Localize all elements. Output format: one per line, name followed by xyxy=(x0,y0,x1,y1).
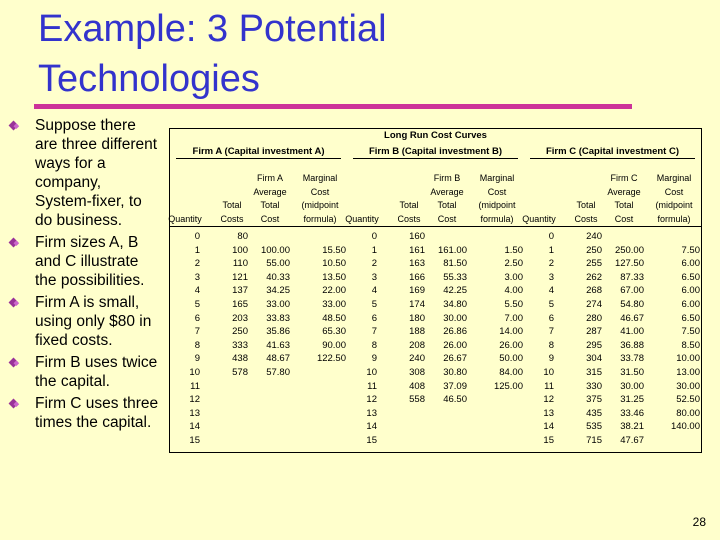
table-cell: 15 xyxy=(366,435,377,446)
table-cell: 6.00 xyxy=(681,299,700,310)
table-cell: 26.00 xyxy=(499,339,523,351)
table-cell: 42.25 xyxy=(443,285,467,297)
table-cell: 166 xyxy=(409,271,425,283)
table-cell: 315 xyxy=(586,367,602,378)
diamond-bullet-icon xyxy=(9,298,19,308)
column-header: Firm B Average Total Cost xyxy=(430,173,464,224)
table-cell: 10 xyxy=(543,367,554,378)
firm-underline xyxy=(353,158,518,159)
table-cell: 13 xyxy=(366,407,377,419)
table-cell: 26.00 xyxy=(443,339,467,351)
firm-header: Firm B (Capital investment B) xyxy=(368,146,503,157)
table-cell: 13.50 xyxy=(322,271,346,283)
table-cell: 47.67 xyxy=(620,435,644,446)
table-cell: 6.50 xyxy=(681,271,700,283)
table-cell: 174 xyxy=(409,299,425,310)
table-cell: 11 xyxy=(367,380,377,392)
table-cell: 122.50 xyxy=(316,353,346,365)
table-cell: 295 xyxy=(586,339,602,351)
table-cell: 375 xyxy=(586,394,602,406)
title-line-1: Example: 3 Potential xyxy=(38,8,387,50)
table-cell: 11 xyxy=(190,380,200,392)
slide-number: 28 xyxy=(692,515,706,529)
table-cell: 8 xyxy=(371,339,377,351)
table-cell: 35.86 xyxy=(266,326,290,338)
table-cell: 13 xyxy=(189,407,200,419)
table-cell: 81.50 xyxy=(443,258,467,270)
table-cell: 6 xyxy=(194,312,200,324)
table-title: Long Run Cost Curves xyxy=(384,130,487,141)
table-cell: 3 xyxy=(194,271,200,283)
table-cell: 15 xyxy=(189,435,200,446)
table-cell: 163 xyxy=(409,258,425,270)
table-cell: 7.00 xyxy=(504,312,523,324)
table-cell: 33.83 xyxy=(266,312,290,324)
bullet-text: Firm A is small, using only $80 in fixed costs. xyxy=(35,294,152,349)
table-cell: 30.00 xyxy=(620,380,644,392)
table-cell: 6 xyxy=(371,312,377,324)
table-cell: 41.00 xyxy=(620,326,644,338)
table-cell: 10 xyxy=(189,367,200,378)
table-cell: 203 xyxy=(232,312,248,324)
table-cell: 7.50 xyxy=(681,244,700,256)
table-cell: 40.33 xyxy=(266,271,290,283)
diamond-bullet-icon xyxy=(9,399,19,409)
table-cell: 137 xyxy=(232,285,248,297)
table-cell: 274 xyxy=(586,299,602,310)
table-cell: 12 xyxy=(366,394,377,406)
table-cell: 30.00 xyxy=(676,380,700,392)
table-cell: 2 xyxy=(548,258,554,270)
table-cell: 2 xyxy=(371,258,377,270)
table-cell: 31.25 xyxy=(620,394,644,406)
table-cell: 140.00 xyxy=(670,421,700,433)
column-header: Total Costs xyxy=(220,200,244,224)
table-cell: 84.00 xyxy=(499,367,523,378)
table-cell: 22.00 xyxy=(322,285,346,297)
column-header: Quantity xyxy=(345,213,379,224)
table-cell: 80.00 xyxy=(676,407,700,419)
bullet-text: Firm B uses twice the capital. xyxy=(35,354,158,390)
table-cell: 46.67 xyxy=(620,312,644,324)
table-cell: 100 xyxy=(232,244,248,256)
diamond-bullet-icon xyxy=(9,121,19,131)
table-cell: 14 xyxy=(366,421,377,433)
table-cell: 9 xyxy=(194,353,200,365)
column-header: Marginal Cost (midpoint formula) xyxy=(655,173,693,224)
table-cell: 6.00 xyxy=(681,285,700,297)
table-cell: 9 xyxy=(548,353,554,365)
bullet-item xyxy=(10,394,160,432)
table-cell: 8.50 xyxy=(681,339,700,351)
table-cell: 46.50 xyxy=(443,394,467,406)
table-cell: 165 xyxy=(232,299,248,310)
table-cell: 30.80 xyxy=(443,367,467,378)
bullet-item xyxy=(10,353,160,391)
table-cell: 87.33 xyxy=(620,271,644,283)
table-cell: 33.00 xyxy=(322,299,346,310)
table-cell: 38.21 xyxy=(620,421,644,433)
table-cell: 10.00 xyxy=(676,353,700,365)
table-cell: 0 xyxy=(548,231,554,242)
table-cell: 10 xyxy=(366,367,377,378)
table-cell: 308 xyxy=(409,367,425,378)
table-cell: 250.00 xyxy=(614,244,644,256)
firm-underline xyxy=(530,158,695,159)
table-cell: 240 xyxy=(409,353,425,365)
table-cell: 7.50 xyxy=(681,326,700,338)
table-cell: 48.50 xyxy=(322,312,346,324)
table-cell: 435 xyxy=(586,407,602,419)
table-cell: 41.63 xyxy=(266,339,290,351)
table-cell: 31.50 xyxy=(620,367,644,378)
table-cell: 2 xyxy=(194,258,200,270)
table-cell: 5.50 xyxy=(504,299,523,310)
column-header: Quantity xyxy=(168,213,202,224)
table-cell: 0 xyxy=(371,231,377,242)
table-cell: 169 xyxy=(409,285,425,297)
table-cell: 125.00 xyxy=(493,380,523,392)
table-cell: 188 xyxy=(409,326,425,338)
diamond-bullet-icon xyxy=(9,238,19,248)
table-cell: 67.00 xyxy=(620,285,644,297)
table-cell: 578 xyxy=(232,367,248,378)
bullet-item xyxy=(10,116,160,230)
table-cell: 33.00 xyxy=(266,299,290,310)
table-cell: 54.80 xyxy=(620,299,644,310)
table-cell: 255 xyxy=(586,258,602,270)
table-cell: 14 xyxy=(189,421,200,433)
table-cell: 160 xyxy=(409,231,425,242)
table-cell: 408 xyxy=(409,380,425,392)
table-cell: 36.88 xyxy=(620,339,644,351)
firm-underline xyxy=(176,158,341,159)
table-cell: 14 xyxy=(543,421,554,433)
table-cell: 715 xyxy=(586,435,602,446)
table-cell: 250 xyxy=(232,326,248,338)
header-divider xyxy=(170,226,701,227)
table-cell: 65.30 xyxy=(322,326,346,338)
table-cell: 161.00 xyxy=(437,244,467,256)
table-cell: 161 xyxy=(409,244,425,256)
table-cell: 3.00 xyxy=(504,271,523,283)
table-cell: 33.46 xyxy=(620,407,644,419)
table-cell: 121 xyxy=(232,271,248,283)
table-cell: 80 xyxy=(237,231,248,242)
table-cell: 268 xyxy=(586,285,602,297)
table-cell: 3 xyxy=(371,271,377,283)
table-cell: 13 xyxy=(543,407,554,419)
column-header: Total Costs xyxy=(574,200,598,224)
table-cell: 6.50 xyxy=(681,312,700,324)
column-header: Firm A Average Total Cost xyxy=(253,173,287,224)
table-cell: 180 xyxy=(409,312,425,324)
table-cell: 2.50 xyxy=(504,258,523,270)
slide-title xyxy=(38,4,387,104)
table-cell: 5 xyxy=(194,299,200,310)
table-cell: 48.67 xyxy=(266,353,290,365)
table-cell: 4.00 xyxy=(504,285,523,297)
table-cell: 37.09 xyxy=(443,380,467,392)
table-cell: 52.50 xyxy=(676,394,700,406)
cost-curves-table xyxy=(169,128,702,453)
table-cell: 1 xyxy=(194,244,200,256)
table-cell: 14.00 xyxy=(499,326,523,338)
table-cell: 6 xyxy=(548,312,554,324)
table-cell: 240 xyxy=(586,231,602,242)
table-cell: 90.00 xyxy=(322,339,346,351)
table-cell: 0 xyxy=(194,231,200,242)
table-cell: 304 xyxy=(586,353,602,365)
table-cell: 8 xyxy=(194,339,200,351)
table-cell: 34.25 xyxy=(266,285,290,297)
table-cell: 7 xyxy=(194,326,200,338)
table-cell: 262 xyxy=(586,271,602,283)
bullet-item xyxy=(10,293,160,350)
table-cell: 333 xyxy=(232,339,248,351)
table-cell: 13.00 xyxy=(676,367,700,378)
table-cell: 127.50 xyxy=(614,258,644,270)
table-cell: 55.33 xyxy=(443,271,467,283)
table-cell: 57.80 xyxy=(266,367,290,378)
table-cell: 7 xyxy=(548,326,554,338)
table-cell: 50.00 xyxy=(499,353,523,365)
table-cell: 30.00 xyxy=(443,312,467,324)
table-cell: 535 xyxy=(586,421,602,433)
column-header: Firm C Average Total Cost xyxy=(607,173,641,224)
table-cell: 4 xyxy=(371,285,377,297)
table-cell: 438 xyxy=(232,353,248,365)
table-cell: 330 xyxy=(586,380,602,392)
table-cell: 100.00 xyxy=(260,244,290,256)
table-cell: 280 xyxy=(586,312,602,324)
column-header: Marginal Cost (midpoint formula) xyxy=(301,173,339,224)
table-cell: 5 xyxy=(548,299,554,310)
table-cell: 12 xyxy=(543,394,554,406)
table-cell: 11 xyxy=(544,380,554,392)
table-cell: 558 xyxy=(409,394,425,406)
title-line-2: Technologies xyxy=(38,58,260,100)
table-cell: 5 xyxy=(371,299,377,310)
table-cell: 7 xyxy=(371,326,377,338)
table-cell: 1 xyxy=(371,244,377,256)
table-cell: 1.50 xyxy=(504,244,523,256)
bullet-text: Suppose there are three different ways for a company, System-fixer, to do business. xyxy=(35,117,158,229)
table-cell: 9 xyxy=(371,353,377,365)
table-cell: 287 xyxy=(586,326,602,338)
diamond-bullet-icon xyxy=(9,358,19,368)
firm-header: Firm A (Capital investment A) xyxy=(192,146,325,157)
table-cell: 1 xyxy=(548,244,554,256)
table-cell: 55.00 xyxy=(266,258,290,270)
firm-header: Firm C (Capital investment C) xyxy=(545,146,680,157)
table-cell: 26.67 xyxy=(443,353,467,365)
bullet-text: Firm sizes A, B and C illustrate the possibilities. xyxy=(35,234,145,289)
table-cell: 208 xyxy=(409,339,425,351)
table-cell: 4 xyxy=(194,285,200,297)
table-cell: 4 xyxy=(548,285,554,297)
table-cell: 10.50 xyxy=(322,258,346,270)
table-cell: 8 xyxy=(548,339,554,351)
table-cell: 110 xyxy=(232,258,248,270)
bullet-text: Firm C uses three times the capital. xyxy=(35,395,159,431)
table-cell: 6.00 xyxy=(681,258,700,270)
bullet-item xyxy=(10,233,160,290)
table-cell: 33.78 xyxy=(620,353,644,365)
column-header: Total Costs xyxy=(397,200,421,224)
column-header: Quantity xyxy=(522,213,556,224)
table-cell: 34.80 xyxy=(443,299,467,310)
bullet-list xyxy=(10,116,160,435)
table-cell: 15.50 xyxy=(322,244,346,256)
column-header: Marginal Cost (midpoint formula) xyxy=(478,173,516,224)
table-cell: 26.86 xyxy=(443,326,467,338)
table-cell: 12 xyxy=(189,394,200,406)
title-divider xyxy=(34,104,632,109)
table-cell: 250 xyxy=(586,244,602,256)
table-cell: 15 xyxy=(543,435,554,446)
table-cell: 3 xyxy=(548,271,554,283)
